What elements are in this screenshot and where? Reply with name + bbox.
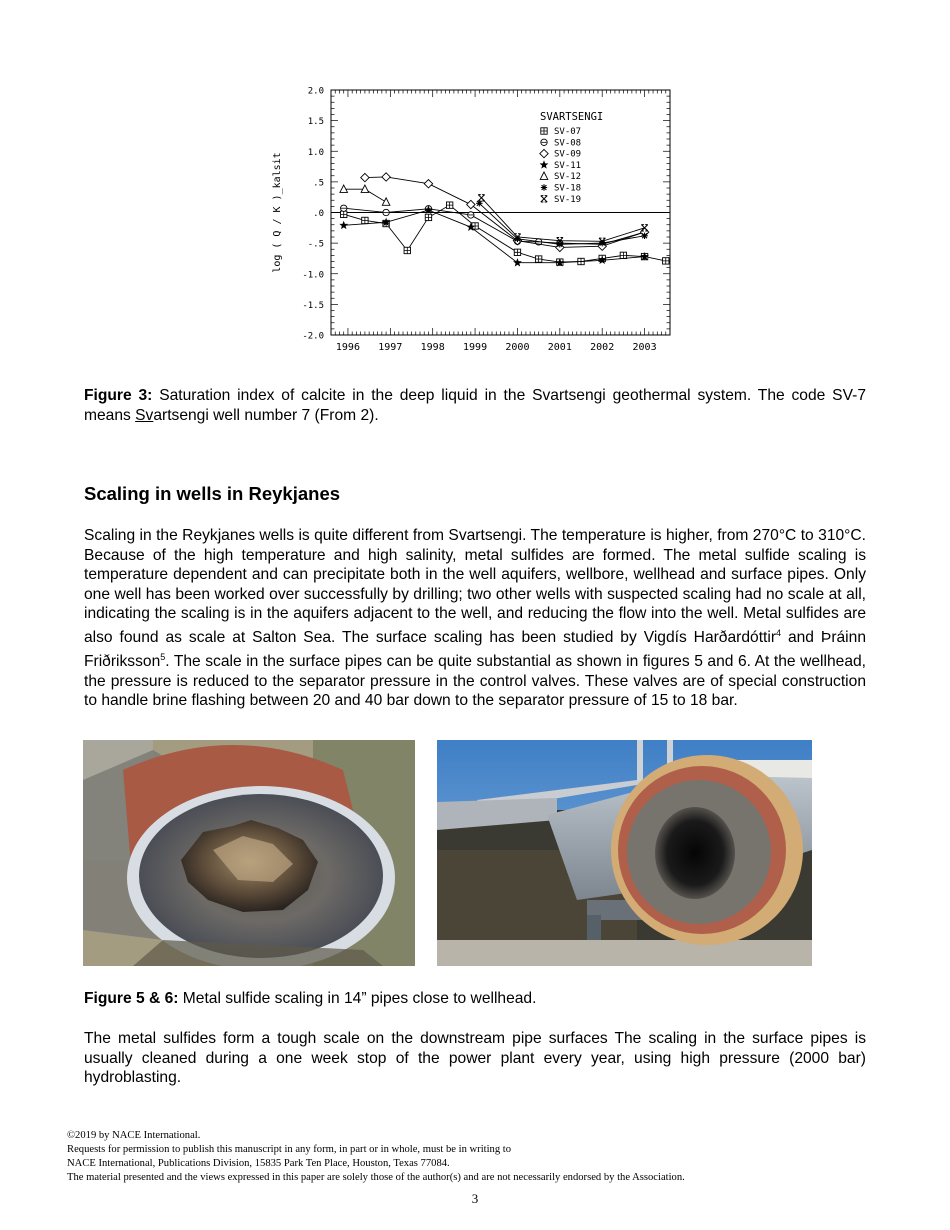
figure-3-underlined: Sv (135, 406, 154, 424)
data-point-sv-07 (425, 214, 431, 220)
data-point-sv-07 (404, 247, 410, 253)
legend-label-sv-11: SV-11 (554, 160, 582, 171)
legend-label-sv-12: SV-12 (554, 172, 582, 183)
figure-3-caption (84, 386, 866, 425)
data-point-sv-11 (340, 222, 347, 229)
copyright-footer (67, 1129, 685, 1185)
calcite-saturation-chart (260, 78, 680, 360)
chart-legend (540, 111, 603, 205)
paragraph-hydroblasting: The metal sulfides form a tough scale on the downstream pipe surfaces The scaling in the surface pipes is usually cleaned during a one week stop of the power plant every year, using high pressure (2000 bar) hydroblasting. (84, 1030, 866, 1087)
legend-label-sv-09: SV-09 (554, 149, 582, 160)
legend-marker-sv-09 (540, 149, 548, 157)
legend-marker-sv-07 (541, 128, 547, 134)
y-tick-label: -1.5 (302, 300, 324, 311)
data-point-sv-08 (468, 212, 474, 218)
figure-5-6-text: Metal sulfide scaling in 14” pipes close to wellhead. (178, 990, 537, 1007)
legend-marker-sv-18 (541, 184, 547, 190)
data-point-sv-18 (641, 233, 647, 239)
paragraph-1-part-3: . The scale in the surface pipes can be quite substantial as shown in figures 5 and 6. At the wellhead, the pressure is reduced to the separator pressure in the control valves. These valves are of special construction to handle brine flashing between 20 and 40 bar down to the separator pressure of 15 to 18 bar. (84, 652, 866, 710)
reference-5: 5 (160, 651, 166, 662)
data-point-sv-07 (620, 252, 626, 258)
x-tick-label: 2002 (590, 342, 615, 353)
y-tick-label: 1.5 (307, 117, 324, 128)
footer-line-2: Requests for permission to publish this manuscript in any form, in part or in whole, must be in writing to (67, 1144, 512, 1155)
data-point-sv-12 (382, 198, 390, 205)
data-point-sv-09 (382, 173, 390, 181)
y-tick-label: -2.0 (302, 331, 324, 342)
data-point-sv-08 (341, 205, 347, 211)
legend-label-sv-07: SV-07 (554, 127, 582, 137)
footer-line-1: ©2019 by NACE International. (67, 1130, 201, 1141)
chart-series (340, 173, 669, 266)
figure-3-label: Figure 3: (84, 387, 153, 404)
y-tick-label: .5 (313, 178, 324, 189)
y-tick-label: -.5 (307, 239, 324, 250)
y-tick-label: 2.0 (307, 86, 324, 97)
legend-marker-sv-08 (541, 139, 547, 145)
x-tick-label: 1996 (335, 342, 360, 353)
footer-line-3: NACE International, Publications Division, 15835 Park Ten Place, Houston, Texas 77084. (67, 1158, 450, 1169)
y-tick-label: .0 (313, 209, 324, 219)
data-point-sv-11 (514, 259, 521, 266)
legend-label-sv-19: SV-19 (554, 194, 582, 205)
legend-marker-sv-12 (540, 172, 548, 179)
data-point-sv-07 (362, 217, 368, 223)
data-point-sv-07 (446, 202, 452, 208)
section-heading: Scaling in wells in Reykjanes (84, 483, 341, 504)
paragraph-1-part-1: Scaling in the Reykjanes wells is quite different from Svartsengi. The temperature is higher, from 270°C to 310°C. Because of the high temperature and high salinity, metal sulfides are formed. The metal sulfide scaling is temperature dependent and can precipitate both in the well aquifers, wellbore, wellhead and surface pipes. Only one well has been worked over successfully by drilling; two other wells with suspected scaling had no scale at all, indicating the scaling is in the aquifers adjacent to the well, and reducing the flow into the well. Metal sulfides are also found as scale at Salton Sea. The surface scaling has been studied by Vigdís Harðardóttir (84, 527, 866, 647)
paragraph-1-part-2: and Þráinn Friðriksson (84, 629, 866, 670)
data-point-sv-19 (478, 195, 484, 201)
reference-4: 4 (776, 627, 782, 638)
data-point-sv-08 (383, 209, 389, 215)
data-point-sv-07 (341, 211, 347, 217)
y-axis-label: log ( Q / K )_kalsit (272, 152, 283, 273)
figure-3-text-before: Saturation index of calcite in the deep liquid in the Svartsengi geothermal system. The code SV-7 means (84, 387, 866, 424)
data-point-sv-12 (340, 185, 348, 192)
legend-marker-sv-11 (540, 161, 547, 168)
y-tick-label: 1.0 (307, 147, 324, 158)
data-point-sv-09 (467, 200, 475, 208)
figure-5-pipe-photo (83, 740, 415, 966)
chart-ticks (272, 87, 670, 354)
x-tick-label: 1999 (463, 342, 488, 353)
data-point-sv-09 (361, 173, 369, 181)
page-number: 3 (471, 1191, 479, 1206)
figure-5-6-label: Figure 5 & 6: (84, 990, 179, 1007)
legend-title: SVARTSENGI (540, 111, 604, 123)
x-tick-label: 2001 (547, 342, 572, 353)
data-point-sv-07 (535, 256, 541, 262)
data-point-sv-07 (514, 249, 520, 255)
data-point-sv-12 (361, 185, 369, 192)
y-tick-label: -1.0 (302, 270, 324, 281)
x-tick-label: 1998 (420, 342, 445, 353)
data-point-sv-07 (663, 258, 669, 264)
data-point-sv-09 (424, 180, 432, 188)
x-tick-label: 1997 (378, 342, 403, 353)
x-tick-label: 2000 (505, 342, 530, 353)
series-sv-12 (340, 185, 390, 205)
footer-line-4: The material presented and the views expressed in this paper are solely those of the author(s) and are not necessarily endorsed by the Association. (67, 1172, 685, 1183)
legend-label-sv-18: SV-18 (554, 183, 582, 194)
figure-3-text-after: artsengi well number 7 (From 2). (153, 406, 379, 424)
figure-5-6-caption (84, 989, 866, 1009)
paragraph-scaling-reykjanes (84, 526, 866, 711)
legend-marker-sv-19 (541, 196, 547, 202)
figure-6-pipe-photo (437, 740, 812, 966)
legend-label-sv-08: SV-08 (554, 138, 582, 149)
x-tick-label: 2003 (632, 342, 657, 353)
